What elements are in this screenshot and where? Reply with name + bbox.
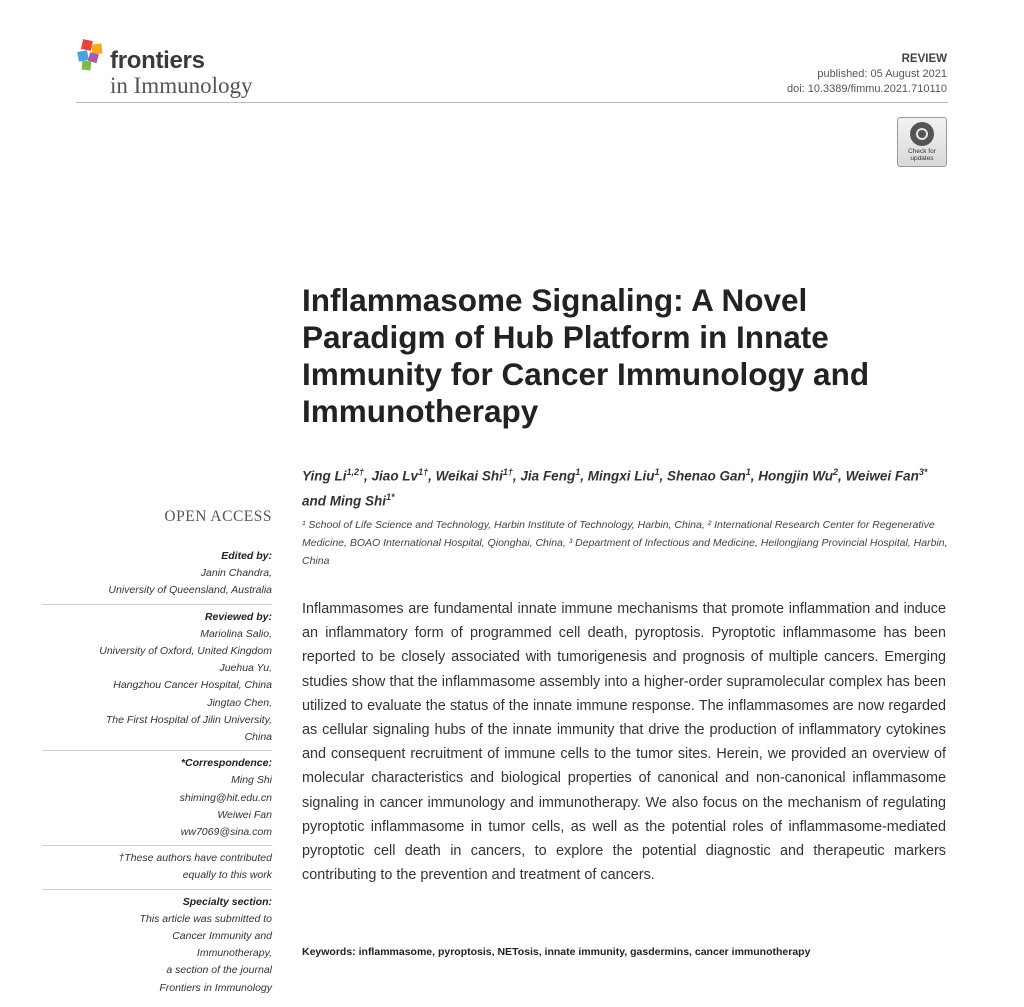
author-name[interactable]: Jia Feng <box>520 468 576 484</box>
check-badge-line2: updates <box>910 155 934 162</box>
sidebar-line: Weiwei Fan <box>217 808 272 821</box>
author-affiliation-sup: 1* <box>386 491 395 502</box>
author-name[interactable]: Ming Shi <box>329 493 387 508</box>
check-for-updates-icon <box>910 122 934 146</box>
abstract: Inflammasomes are fundamental innate immune mechanisms that promote inflammation and induce an inflammatory form of programmed cell death, pyroptosis. Pyroptotic inflammasome has been reported to be closely associated with tumorigenesis and prognosis of multiple cancers. Emerging studies show that the inflammasome assembly into a higher-order supramolecular complex has been utilized to evaluate the status of the innate immune response. The inflammasomes are now regarded as cellular signaling hubs of the innate immunity that drive the production of inflammatory cytokines and consequent recruitment of immune cells to the tumor sites. Herein, we provided an overview of molecular characteristics and biological properties of canonical and non-canonical inflammasome signaling in cancer immunology and immunotherapy. We also focus on the mechanism of regulating pyroptotic inflammasome in tumor cells, as well as the potential roles of inflammasome-mediated pyroptotic cell death in cancers, to explore the potential diagnostic and therapeutic markers contributing to the prevention and treatment of cancers. <box>302 601 946 884</box>
sidebar-line: Frontiers in Immunology <box>159 981 272 994</box>
sidebar-line: This article was submitted to <box>139 912 272 925</box>
reviewed-by-heading: Reviewed by: <box>204 610 272 623</box>
article-type: REVIEW <box>901 53 947 65</box>
sidebar-divider <box>42 750 272 751</box>
check-for-updates-button[interactable] <box>897 117 947 167</box>
correspondence-heading: *Correspondence: <box>180 757 272 770</box>
keywords-text: inflammasome, pyroptosis, NETosis, innate immunity, gasdermins, cancer immunotherapy <box>358 946 811 958</box>
author-separator: , <box>750 468 759 484</box>
specialty-heading: Specialty section: <box>182 895 272 908</box>
correspondence <box>42 755 272 841</box>
journal-brand: frontiers <box>110 47 205 74</box>
affiliations: ¹ School of Life Science and Technology, Harbin Institute of Technology, Harbin, China, ² International Research Center for Regenerative Medicine, BOAO International Hospital, Qionghai, China, ³ Department of Infectious and Medicine, Heilongjiang Provincial Hospital, Harbin, China <box>302 519 948 567</box>
author-separator: , <box>512 468 521 484</box>
published-date: published: 05 August 2021 <box>817 68 947 80</box>
author-name[interactable]: Mingxi Liu <box>587 468 655 484</box>
author-affiliation-sup: 3* <box>918 467 928 477</box>
sidebar-line: University of Oxford, United Kingdom <box>99 645 272 658</box>
author-affiliation-sup: 1 <box>745 467 751 477</box>
sidebar-line: Jingtao Chen, <box>207 696 272 709</box>
sidebar-line: †These authors have contributed <box>118 852 272 865</box>
check-badge-line1: Check for <box>908 148 936 155</box>
author-name[interactable]: Hongjin Wu <box>758 468 834 484</box>
doi[interactable]: doi: 10.3389/fimmu.2021.710110 <box>786 83 947 95</box>
author-affiliation-sup: 1† <box>502 467 513 477</box>
author-separator: and <box>302 493 330 508</box>
sidebar-line: University of Queensland, Australia <box>108 584 272 597</box>
sidebar-line: Hangzhou Cancer Hospital, China <box>113 679 272 692</box>
sidebar-line: Cancer Immunity and <box>172 930 272 943</box>
email-link[interactable]: shiming@hit.edu.cn <box>179 791 272 804</box>
sidebar-line: Ming Shi <box>231 774 272 787</box>
author-name[interactable]: Ying Li <box>302 468 347 484</box>
author-separator: , <box>580 468 588 484</box>
specialty-section <box>42 894 272 997</box>
author-separator: , <box>838 468 846 484</box>
author-name[interactable]: Shenao Gan <box>667 468 746 484</box>
sidebar-line: China <box>244 731 272 744</box>
author-affiliation-sup: 1,2† <box>346 467 365 477</box>
reviewed-by <box>42 609 272 747</box>
article-meta <box>787 52 947 97</box>
sidebar-divider <box>42 604 272 605</box>
author-name[interactable]: Weikai Shi <box>435 468 503 484</box>
sidebar-line: Immunotherapy, <box>196 947 272 960</box>
author-separator: , <box>659 468 667 484</box>
author-affiliation-sup: 1 <box>654 467 660 477</box>
author-name[interactable]: Weiwei Fan <box>845 468 919 484</box>
frontiers-logo-icon <box>76 38 110 72</box>
sidebar-divider <box>42 889 272 890</box>
sidebar-line: The First Hospital of Jilin University, <box>105 713 272 726</box>
edited-by-heading: Edited by: <box>221 550 272 562</box>
keywords-label: Keywords: <box>302 946 356 958</box>
sidebar-divider <box>42 845 272 846</box>
sidebar-line: Mariolina Salio, <box>200 627 272 640</box>
journal-logo[interactable] <box>76 38 296 100</box>
keywords <box>302 946 952 958</box>
email-link[interactable]: ww7069@sina.com <box>180 826 272 839</box>
journal-section: in Immunology <box>110 73 253 98</box>
edited-by <box>42 548 272 600</box>
article-title: Inflammasome Signaling: A Novel Paradigm of Hub Platform in Innate Immunity for Cancer Immunology and Immunotherapy <box>302 282 870 429</box>
sidebar-line: a section of the journal <box>166 964 272 977</box>
author-affiliation-sup: 1† <box>418 467 429 477</box>
sidebar-line: Janin Chandra, <box>200 567 272 580</box>
header-divider <box>76 102 948 103</box>
sidebar-line: equally to this work <box>182 869 272 882</box>
author-separator: , <box>428 468 436 484</box>
author-list <box>302 462 952 511</box>
author-separator: , <box>364 468 372 484</box>
author-affiliation-sup: 2 <box>833 467 839 477</box>
sidebar-line: Juehua Yu, <box>219 662 272 675</box>
author-affiliation-sup: 1 <box>575 467 581 477</box>
article-sidebar <box>42 508 272 1001</box>
open-access-label: OPEN ACCESS <box>164 508 272 525</box>
equal-contribution-note <box>42 850 272 884</box>
author-name[interactable]: Jiao Lv <box>371 468 419 484</box>
